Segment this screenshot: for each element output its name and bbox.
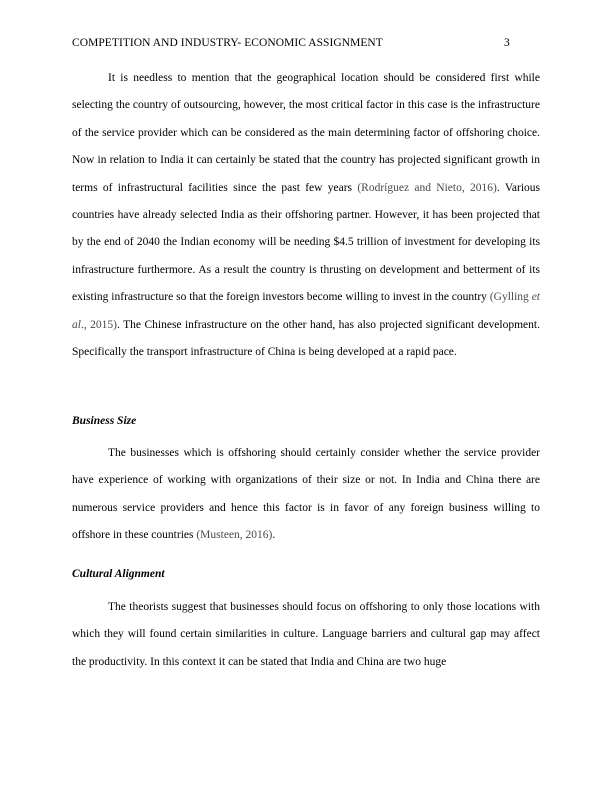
header-title: COMPETITION AND INDUSTRY- ECONOMIC ASSIGNMENT [72,37,383,49]
page-number: 3 [504,37,510,49]
section-heading-cultural-alignment: Cultural Alignment [72,568,165,580]
citation-author: (Gylling [489,291,532,304]
paragraph-business-size [72,440,540,550]
paragraph-text: . [272,529,276,542]
paragraph-cultural-alignment [72,594,540,676]
citation-year: ., 2015) [80,318,117,331]
paragraph-text: The theorists suggest that businesses should focus on offshoring to only those locations with which they will found certain similarities in culture. Language barriers and cultural gap may affect the productivity. In this context it can be stated that India and China are two huge [72,601,540,668]
paragraph-text: . The Chinese infrastructure on the other hand, has also projected significant development. Specifically the transport infrastructure of China is being developed at a rapid pace. [72,318,540,359]
citation: (Musteen, 2016) [196,529,273,542]
citation-et-al: et al [72,291,540,331]
section-heading-business-size: Business Size [72,415,137,427]
paragraph-infrastructure [72,65,540,366]
citation: (Rodríguez and Nieto, 2016) [357,181,497,194]
paragraph-text: The businesses which is offshoring should certainly consider whether the service provider have experience of working with organizations of their size or not. In India and China there are numerous service providers and hence this factor is in favor of any foreign business willing to offshore in these countries [72,447,540,542]
paragraph-text: It is needless to mention that the geographical location should be considered first while selecting the country of outsourcing, however, the most critical factor in this case is the infrastructure of the service provider which can be considered as the main determining factor of offshoring choice. Now in relation to India it can certainly be stated that the country has projected significant growth in terms of infrastructural facilities since the past few years [72,72,540,194]
paragraph-text: . Various countries have already selected India as their offshoring partner. However, it has been projected that by the end of 2040 the Indian economy will be needing $4.5 trillion of investment for developing its infrastructure furthermore. As a result the country is thrusting on development and betterment of its existing infrastructure so that the foreign investors become willing to invest in the country [72,181,540,304]
